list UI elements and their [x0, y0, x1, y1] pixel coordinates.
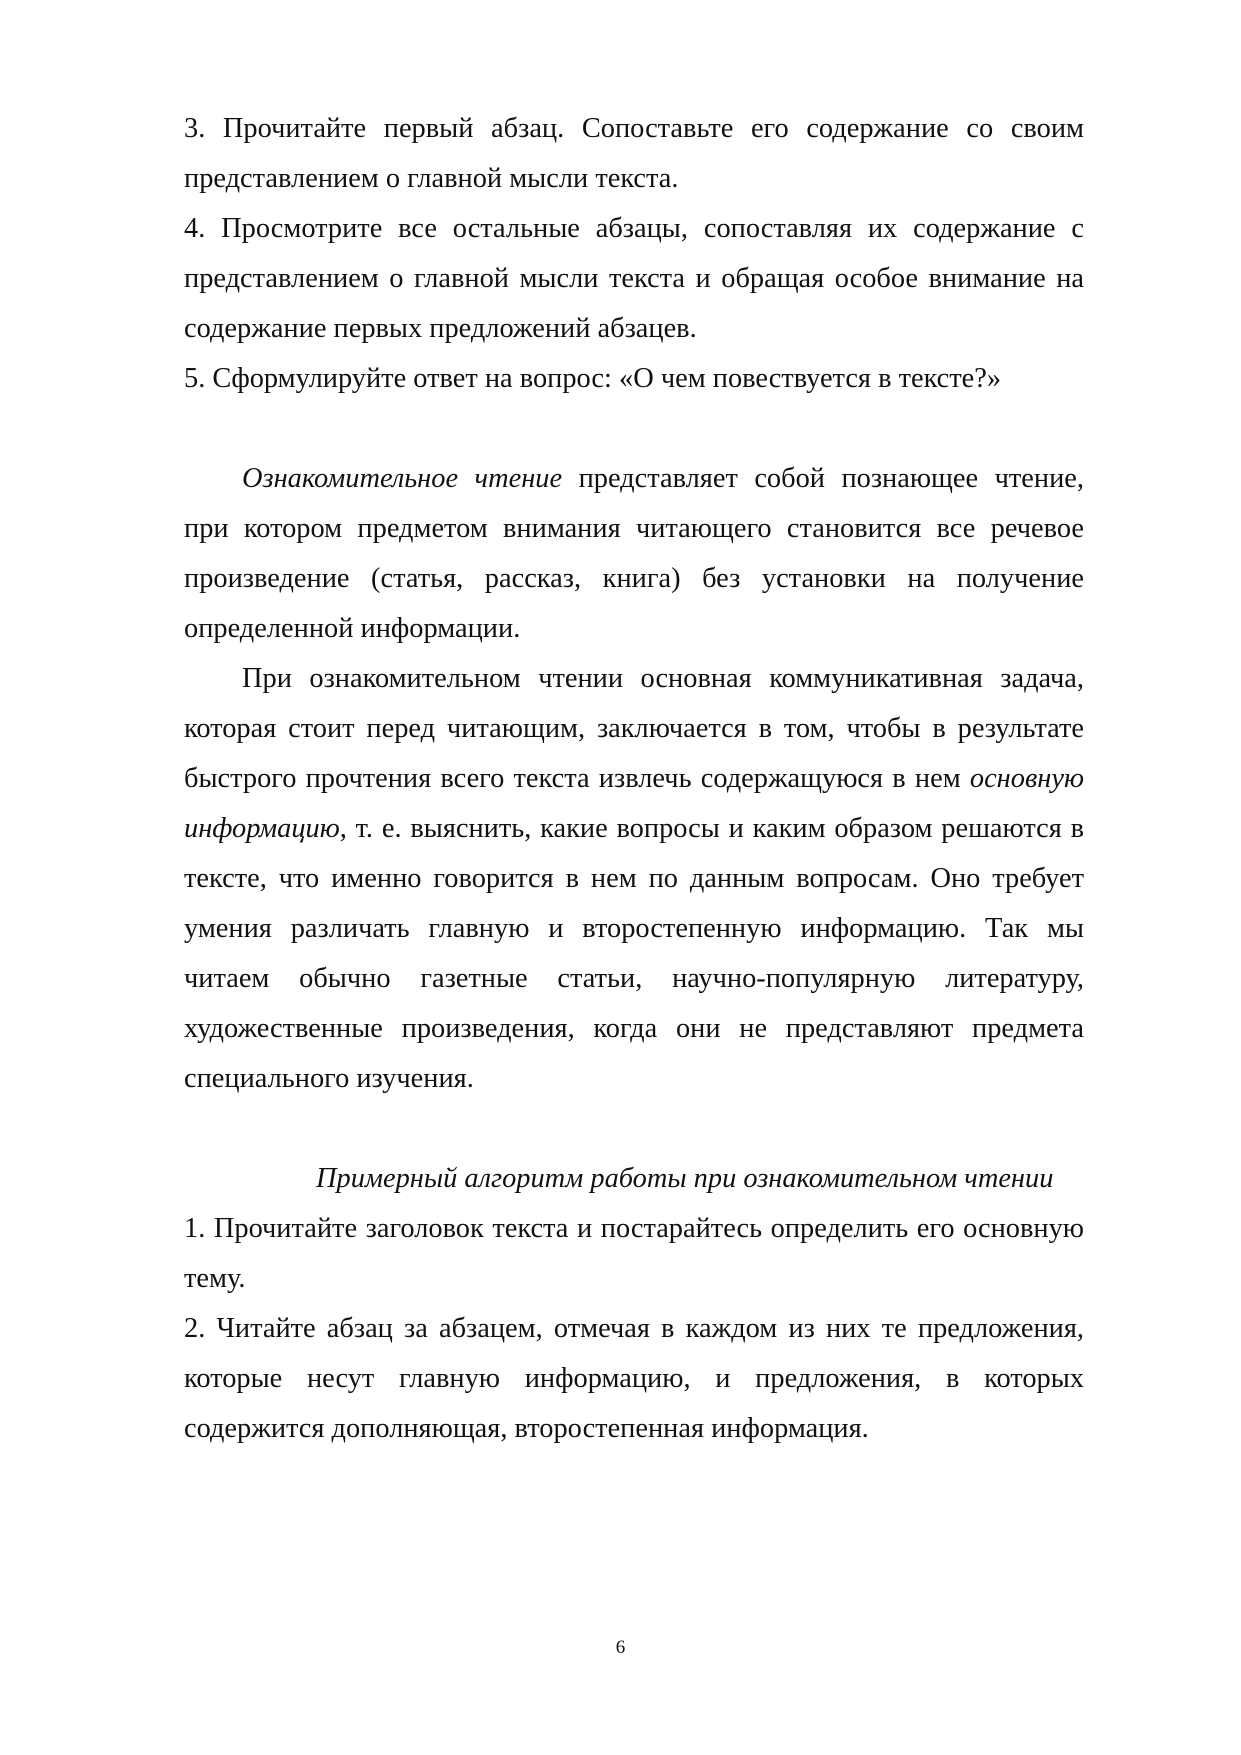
text-run: 4. Просмотрите все остальные абзацы, сопоставляя их содержание с представлением о главной мысли текста и обращая особое внимание на содержание первых предложений абзацев.: [184, 213, 1084, 344]
italic-text: Примерный алгоритм работы при ознакомительном чтении: [316, 1163, 1054, 1194]
numbered-list-item: [184, 204, 1084, 354]
numbered-list-item: [184, 1304, 1084, 1454]
page-number: 6: [615, 1637, 626, 1658]
text-run: 3. Прочитайте первый абзац. Сопоставьте его содержание со своим представлением о главной мысли текста.: [184, 113, 1084, 194]
numbered-list-item: [184, 354, 1084, 404]
italic-text: Ознакомительное чтение: [242, 463, 563, 494]
paragraph-spacer: [184, 404, 1084, 454]
paragraph-spacer: [184, 1104, 1084, 1154]
section-heading: [184, 1154, 1084, 1204]
paragraph: [184, 454, 1084, 654]
text-run: При ознакомительном чтении основная коммуникативная задача, которая стоит перед читающим, заключается в том, чтобы в результате быстрого прочтения всего текста извлечь содержащуюся в нем: [184, 663, 1084, 794]
paragraph: [184, 654, 1084, 1104]
text-run: представляет собой познающее чтение, при котором предметом внимания читающего становится все речевое произведение (статья, рассказ, книга) без установки на получение определенной информации.: [184, 463, 1084, 644]
numbered-list-item: [184, 104, 1084, 204]
italic-text: основную информацию: [184, 763, 1084, 844]
text-run: 5. Сформулируйте ответ на вопрос: «О чем повествуется в тексте?»: [184, 363, 1002, 394]
text-run: 1. Прочитайте заголовок текста и постарайтесь определить его основную тему.: [184, 1213, 1084, 1294]
text-run: , т. е. выяснить, какие вопросы и каким образом решаются в тексте, что именно говорится в нем по данным вопросам. Оно требует умения различать главную и второстепенную информацию. Так мы читаем обычно газетные статьи, научно-популярную литературу, художественные произведения, когда они не представляют предмета специального изучения.: [184, 813, 1084, 1094]
page-body-text: [184, 104, 1084, 1454]
numbered-list-item: [184, 1204, 1084, 1304]
text-run: 2. Читайте абзац за абзацем, отмечая в каждом из них те предложения, которые несут главную информацию, и предложения, в которых содержится дополняющая, второстепенная информация.: [184, 1313, 1084, 1444]
